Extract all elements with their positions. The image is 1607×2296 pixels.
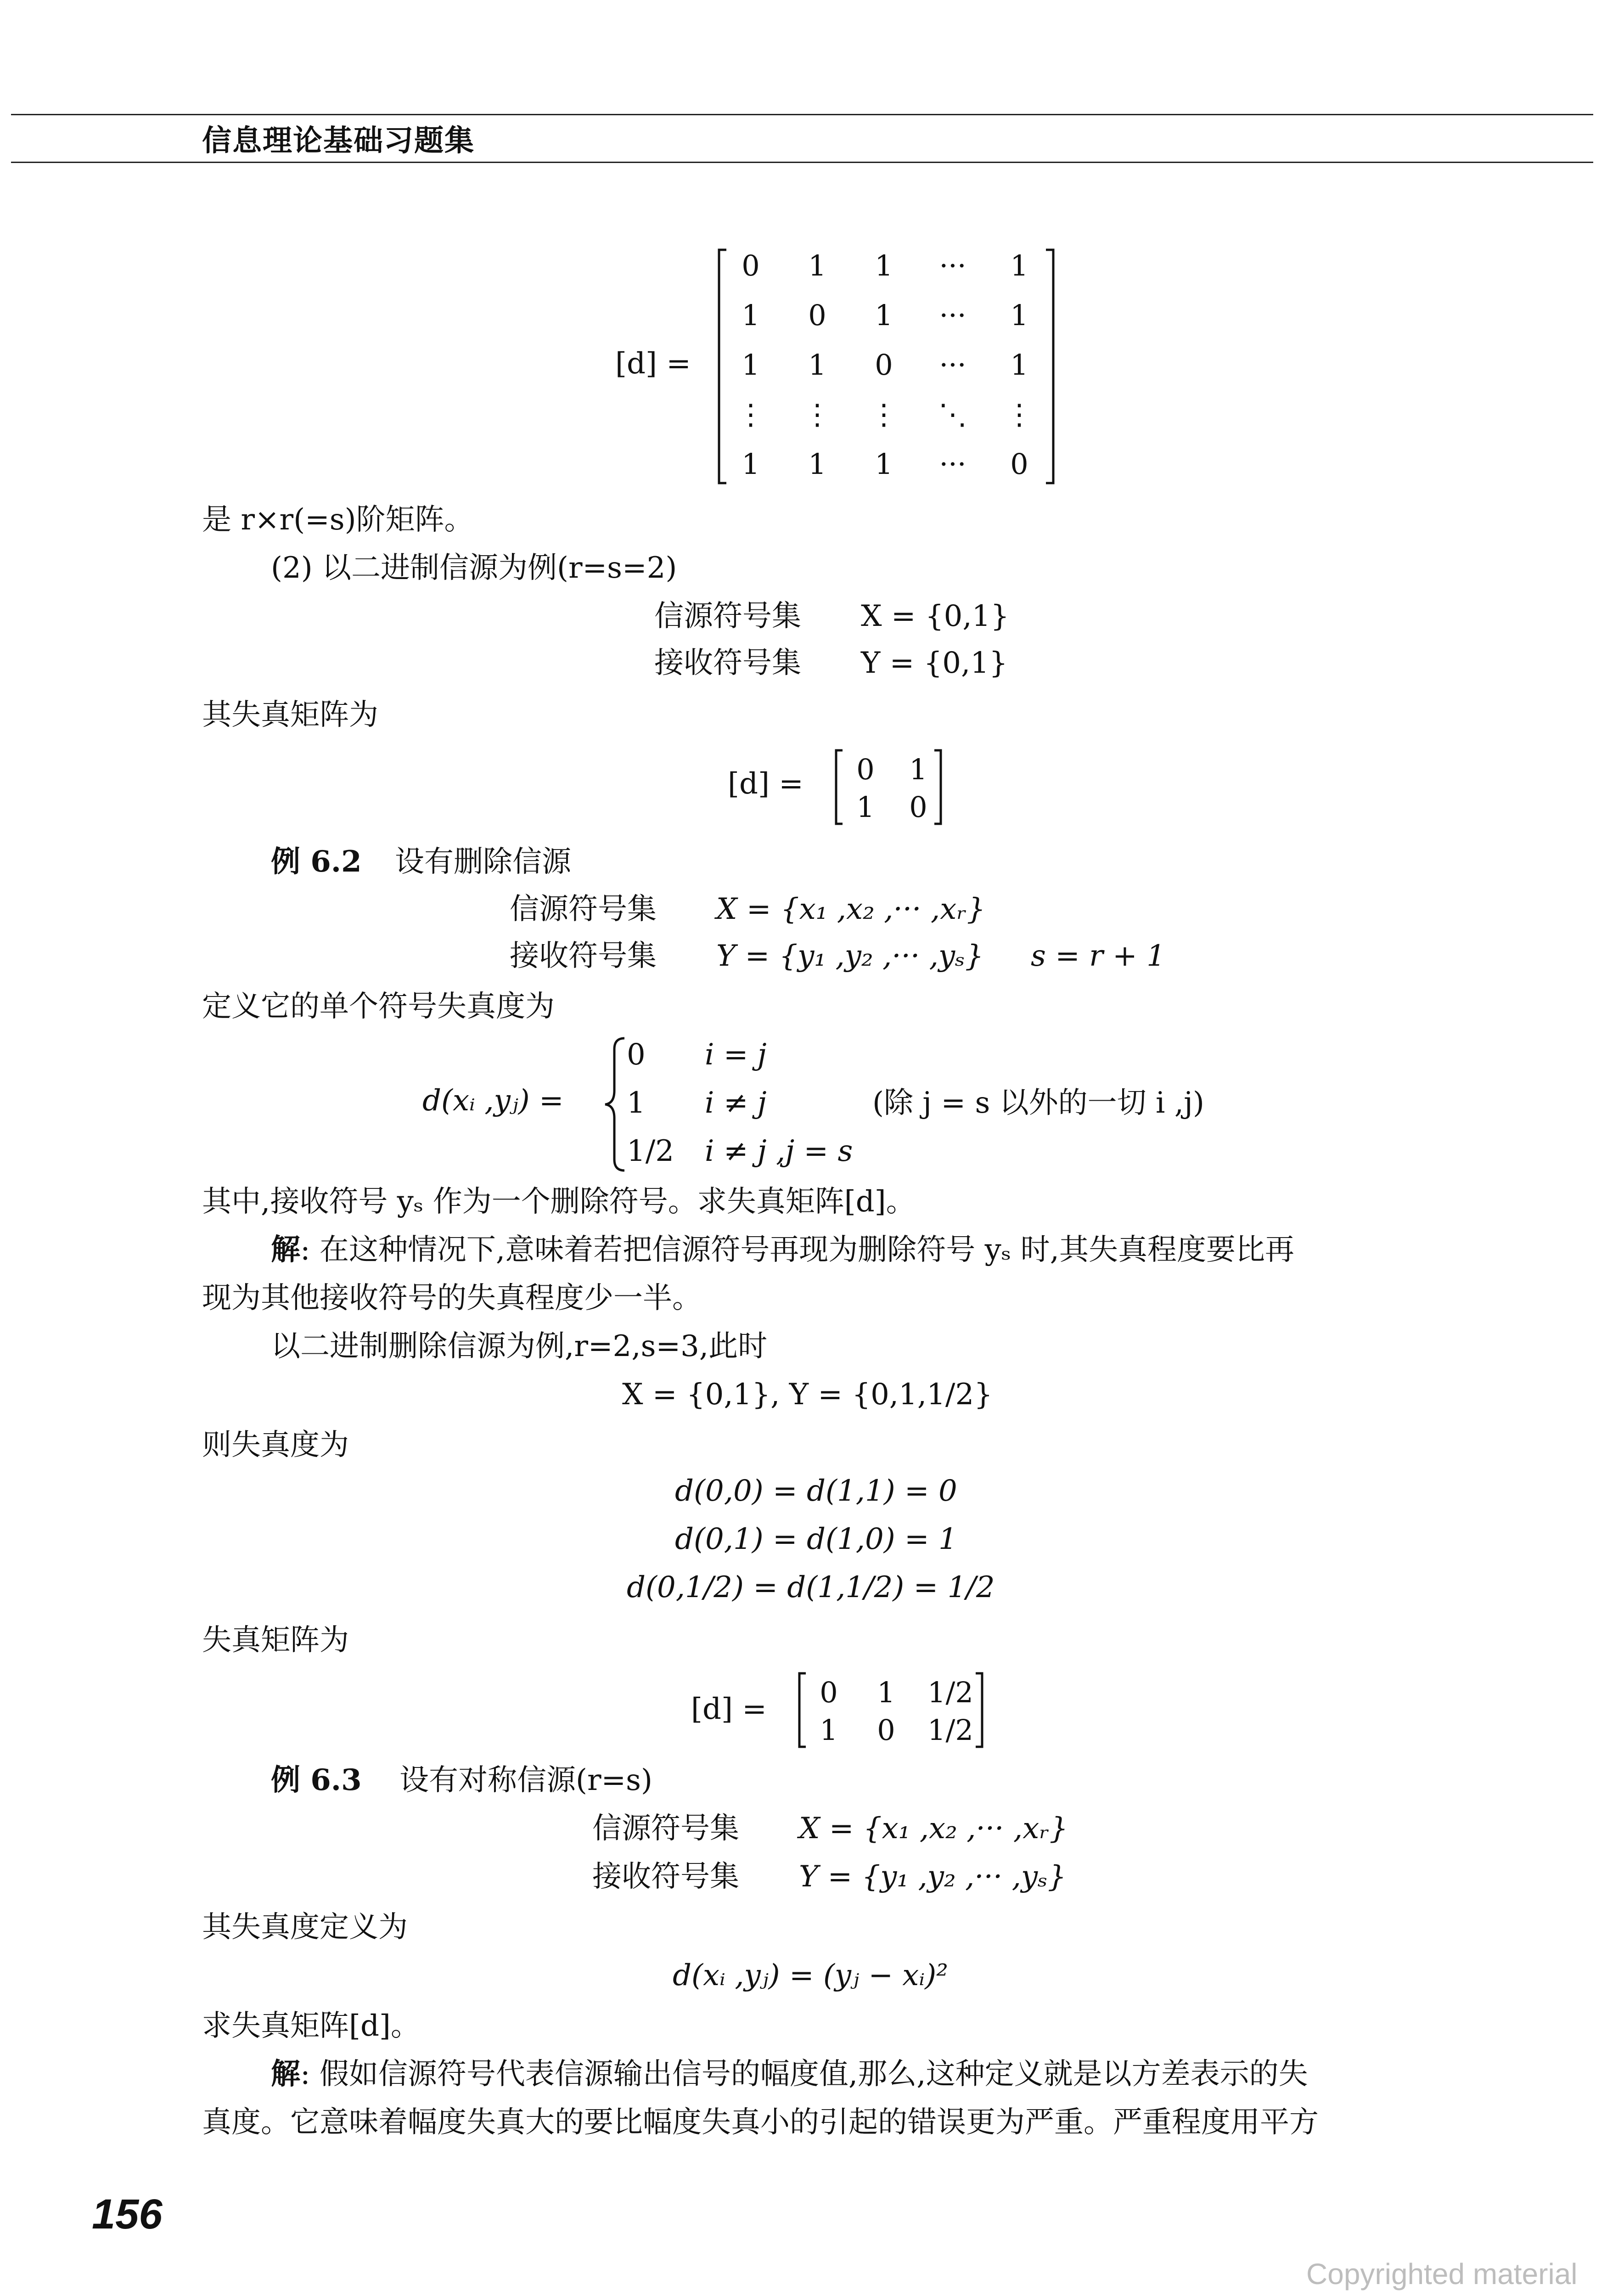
- text-define-distortion: 定义它的单个符号失真度为: [202, 990, 555, 1024]
- case2-condition: i ≠ j: [705, 1086, 767, 1120]
- ex62-eq-receive-set: Y = {y₁ ,y₂ ,··· ,yₛ}: [716, 939, 984, 973]
- text-distortion-defined: 其失真度定义为: [202, 1910, 408, 1944]
- matrix1-cell: 1: [1010, 348, 1028, 382]
- matrix2-cell: 0: [856, 753, 875, 786]
- example-6-2-title: 例 6.2: [271, 844, 362, 879]
- matrix1-cell: ⋱: [938, 398, 967, 431]
- matrix1-cell: ⋮: [803, 398, 832, 431]
- matrix1-cell: ···: [939, 298, 966, 332]
- matrix1-cell: 1: [742, 298, 760, 332]
- text-distortion-matrix-is: 其失真矩阵为: [202, 698, 378, 732]
- eq-d-0half: d(0,1/2) = d(1,1/2) = 1/2: [627, 1570, 995, 1604]
- ex62-label-source-set: 信源符号集: [510, 892, 657, 926]
- ex62-label-receive-set: 接收符号集: [510, 939, 657, 973]
- matrix1-cell: 1: [742, 447, 760, 481]
- ex62-eq-source-set: X = {x₁ ,x₂ ,··· ,xᵣ}: [716, 892, 986, 926]
- matrix2-lhs: [d] =: [728, 767, 804, 801]
- solution-1-line-a: : 在这种情况下,意味着若把信源符号再现为删除符号 yₛ 时,其失真程度要比再: [300, 1233, 1294, 1267]
- matrix3-cell: 1: [877, 1676, 895, 1709]
- page-number: 156: [92, 2191, 163, 2238]
- ex63-label-source-set: 信源符号集: [592, 1812, 739, 1846]
- eq-xy-sets: X = {0,1}, Y = {0,1,1/2}: [622, 1378, 993, 1412]
- text-then-distortion: 则失真度为: [202, 1428, 349, 1462]
- matrix3-cell: 0: [820, 1676, 838, 1709]
- case-note: (除 j = s 以外的一切 i ,j): [872, 1086, 1204, 1120]
- matrix1-cell: 1: [808, 249, 826, 282]
- solution-label-2: 解: [271, 2057, 300, 2091]
- matrix1-cell: 0: [1010, 447, 1028, 481]
- example-6-3-text: 设有对称信源(r=s): [399, 1763, 652, 1797]
- piecewise-brace: [601, 1035, 629, 1173]
- matrix1-cell: 1: [742, 348, 760, 382]
- matrix3-lhs: [d] =: [691, 1692, 767, 1726]
- matrix2-cell: 0: [909, 790, 927, 824]
- matrix1-cell: 1: [1010, 298, 1028, 332]
- example-6-3-title: 例 6.3: [271, 1763, 362, 1797]
- matrix2-cell: 1: [909, 753, 927, 786]
- case2-value: 1: [627, 1086, 646, 1120]
- matrix3-cell: 1: [820, 1713, 838, 1747]
- eq-receive-set: Y = {0,1}: [861, 646, 1008, 680]
- piecewise-lhs: d(xᵢ ,yⱼ) =: [422, 1084, 564, 1118]
- matrix1-cell: ···: [939, 447, 966, 481]
- eq-d-00: d(0,0) = d(1,1) = 0: [675, 1474, 957, 1508]
- label-receive-set: 接收符号集: [654, 646, 801, 680]
- matrix1-cell: 0: [808, 298, 826, 332]
- matrix1-cell: 1: [808, 447, 826, 481]
- text-matrix-order: 是 r×r(=s)阶矩阵。: [202, 503, 474, 537]
- matrix1-cell: 1: [875, 249, 893, 282]
- matrix1-cell: ⋮: [1005, 398, 1034, 431]
- copyright-watermark: Copyrighted material: [1306, 2257, 1578, 2290]
- matrix3-cell: 1/2: [927, 1713, 973, 1747]
- header-rule-bottom: [11, 162, 1593, 163]
- matrix1-cell: ···: [939, 348, 966, 382]
- case1-value: 0: [627, 1038, 646, 1072]
- text-distortion-matrix: 失真矩阵为: [202, 1623, 349, 1657]
- matrix2-cell: 1: [856, 790, 875, 824]
- text-binary-erasure: 以二进制删除信源为例,r=2,s=3,此时: [271, 1329, 768, 1363]
- matrix1-cell: 1: [875, 298, 893, 332]
- solution-2-line-a: : 假如信源符号代表信源输出信号的幅度值,那么,这种定义就是以方差表示的失: [300, 2057, 1308, 2091]
- matrix1-cell: ⋮: [870, 398, 898, 431]
- text-erasure-symbol: 其中,接收符号 yₛ 作为一个删除符号。求失真矩阵[d]。: [202, 1185, 916, 1219]
- case3-condition: i ≠ j ,j = s: [705, 1134, 853, 1168]
- matrix1-cell: 1: [808, 348, 826, 382]
- eq-squared-distortion: d(xᵢ ,yⱼ) = (yⱼ − xᵢ)²: [673, 1958, 948, 1992]
- text-binary-example: (2) 以二进制信源为例(r=s=2): [271, 551, 677, 585]
- matrix1-cell: ···: [939, 249, 966, 282]
- running-header: 信息理论基础习题集: [202, 124, 475, 158]
- text-find-matrix: 求失真矩阵[d]。: [202, 2009, 420, 2043]
- example-6-2-text: 设有删除信源: [395, 845, 571, 879]
- matrix1-cell: 1: [875, 447, 893, 481]
- ex63-eq-receive-set: Y = {y₁ ,y₂ ,··· ,yₛ}: [799, 1860, 1067, 1894]
- matrix1-cell: 1: [1010, 249, 1028, 282]
- matrix3-cell: 0: [877, 1713, 895, 1747]
- header-rule-top: [11, 114, 1593, 115]
- case1-condition: i = j: [705, 1038, 767, 1072]
- ex63-eq-source-set: X = {x₁ ,x₂ ,··· ,xᵣ}: [799, 1812, 1068, 1846]
- solution-1-line-b: 现为其他接收符号的失真程度少一半。: [202, 1281, 702, 1315]
- solution-2-line-b: 真度。它意味着幅度失真大的要比幅度失真小的引起的错误更为严重。严重程度用平方: [202, 2105, 1319, 2139]
- ex63-label-receive-set: 接收符号集: [592, 1860, 739, 1894]
- label-source-set: 信源符号集: [654, 599, 801, 633]
- ex62-eq-s-relation: s = r + 1: [1031, 939, 1165, 973]
- matrix1-cell: 0: [875, 348, 893, 382]
- case3-value: 1/2: [627, 1134, 674, 1168]
- matrix1-cell: ⋮: [736, 398, 765, 431]
- matrix3-cell: 1/2: [927, 1676, 973, 1709]
- matrix1-lhs: [d] =: [615, 347, 691, 381]
- solution-label-1: 解: [271, 1232, 300, 1267]
- matrix1-cell: 0: [742, 249, 760, 282]
- eq-d-01: d(0,1) = d(1,0) = 1: [675, 1522, 957, 1556]
- eq-source-set: X = {0,1}: [861, 599, 1010, 633]
